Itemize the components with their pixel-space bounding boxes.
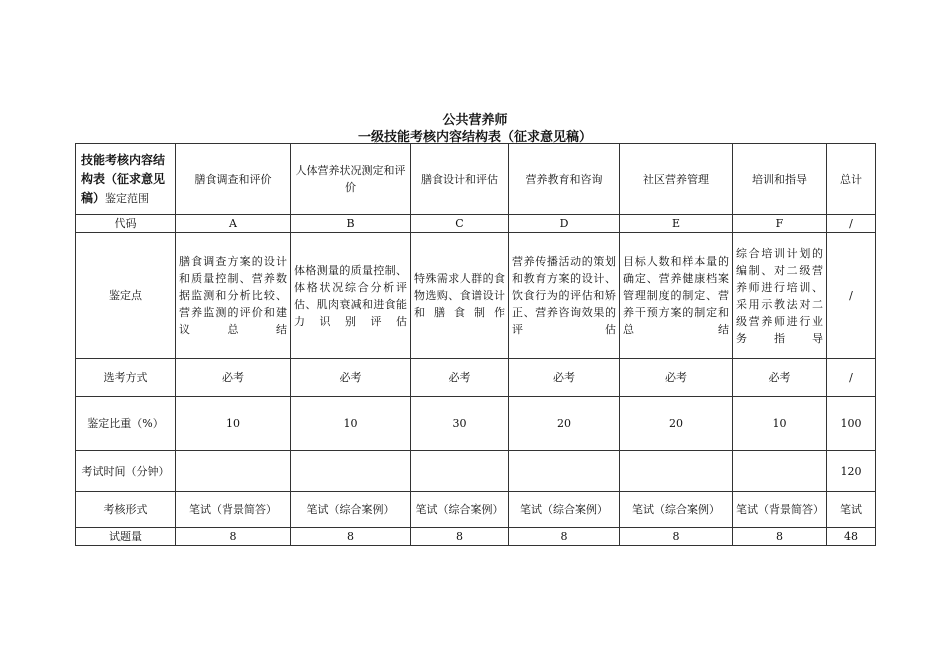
table-cell: 笔试（综合案例） — [509, 492, 620, 528]
table-cell: C — [411, 215, 509, 233]
table-cell: 笔试 — [827, 492, 876, 528]
table-cell: 20 — [620, 397, 733, 451]
table-cell: F — [733, 215, 827, 233]
table-cell: 120 — [827, 451, 876, 492]
table-row — [76, 397, 876, 451]
table-cell: / — [827, 215, 876, 233]
row-label: 鉴定点 — [76, 233, 176, 359]
table-cell — [620, 451, 733, 492]
table-cell: 特殊需求人群的食物选购、食谱设计和膳食制作 — [411, 233, 509, 359]
table-cell: 必考 — [411, 359, 509, 397]
corner-header-cell — [76, 144, 176, 215]
table-cell: / — [827, 359, 876, 397]
table-row — [76, 492, 876, 528]
row-label: 试题量 — [76, 528, 176, 546]
table-cell: 必考 — [620, 359, 733, 397]
column-header: 人体营养状况测定和评价 — [291, 144, 411, 215]
table-cell: 笔试（综合案例） — [291, 492, 411, 528]
table-cell: A — [176, 215, 291, 233]
table-cell: 48 — [827, 528, 876, 546]
table-cell: 必考 — [291, 359, 411, 397]
table-cell: 8 — [733, 528, 827, 546]
table-cell: 必考 — [733, 359, 827, 397]
table-cell: 8 — [411, 528, 509, 546]
table-cell: 营养传播活动的策划和教育方案的设计、饮食行为的评估和矫正、营养咨询效果的评估 — [509, 233, 620, 359]
row-label: 考试时间（分钟） — [76, 451, 176, 492]
column-header: 膳食调查和评价 — [176, 144, 291, 215]
table-cell: 综合培训计划的编制、对二级营养师进行培训、采用示教法对二级营养师进行业务指导 — [733, 233, 827, 359]
column-header: 培训和指导 — [733, 144, 827, 215]
table-cell: 必考 — [509, 359, 620, 397]
table-cell: 笔试（综合案例） — [620, 492, 733, 528]
table-cell: 笔试（背景简答） — [176, 492, 291, 528]
table-cell: 10 — [733, 397, 827, 451]
corner-header-bold: 技能考核内容结构表（征求意见稿） — [81, 152, 166, 205]
table-cell: 必考 — [176, 359, 291, 397]
table-cell: 体格测量的质量控制、体格状况综合分析评估、肌肉衰减和进食能力识别评估 — [291, 233, 411, 359]
table-cell: E — [620, 215, 733, 233]
column-header: 社区营养管理 — [620, 144, 733, 215]
table-cell: 膳食调查方案的设计和质量控制、营养数据监测和分析比较、营养监测的评价和建议总结 — [176, 233, 291, 359]
table-cell: 笔试（背景简答） — [733, 492, 827, 528]
column-header: 总计 — [827, 144, 876, 215]
row-label: 选考方式 — [76, 359, 176, 397]
table-row — [76, 233, 876, 359]
table-header-row — [76, 144, 876, 215]
table-cell — [733, 451, 827, 492]
table-cell: 100 — [827, 397, 876, 451]
table-row — [76, 528, 876, 546]
table-cell: 30 — [411, 397, 509, 451]
table-cell: 20 — [509, 397, 620, 451]
table-cell — [509, 451, 620, 492]
table-cell: 8 — [509, 528, 620, 546]
document-title: 公共营养师 — [442, 113, 508, 128]
table-cell: B — [291, 215, 411, 233]
table-row — [76, 215, 876, 233]
skill-assessment-table — [75, 143, 876, 546]
table-row — [76, 451, 876, 492]
table-cell: 目标人数和样本量的确定、营养健康档案管理制度的制定、营养干预方案的制定和总结 — [620, 233, 733, 359]
table-cell: 8 — [176, 528, 291, 546]
table-cell: D — [509, 215, 620, 233]
table-cell — [291, 451, 411, 492]
table-cell: 10 — [291, 397, 411, 451]
column-header: 膳食设计和评估 — [411, 144, 509, 215]
table-cell: 8 — [291, 528, 411, 546]
table-cell: / — [827, 233, 876, 359]
table-cell — [411, 451, 509, 492]
row-label: 鉴定比重（%） — [76, 397, 176, 451]
table-cell: 笔试（综合案例） — [411, 492, 509, 528]
corner-header-tail: 鉴定范围 — [105, 191, 150, 205]
table-row — [76, 359, 876, 397]
row-label: 考核形式 — [76, 492, 176, 528]
row-label: 代码 — [76, 215, 176, 233]
table-cell — [176, 451, 291, 492]
table-cell: 8 — [620, 528, 733, 546]
column-header: 营养教育和咨询 — [509, 144, 620, 215]
document-subtitle: 一级技能考核内容结构表（征求意见稿） — [357, 130, 592, 145]
table-cell: 10 — [176, 397, 291, 451]
